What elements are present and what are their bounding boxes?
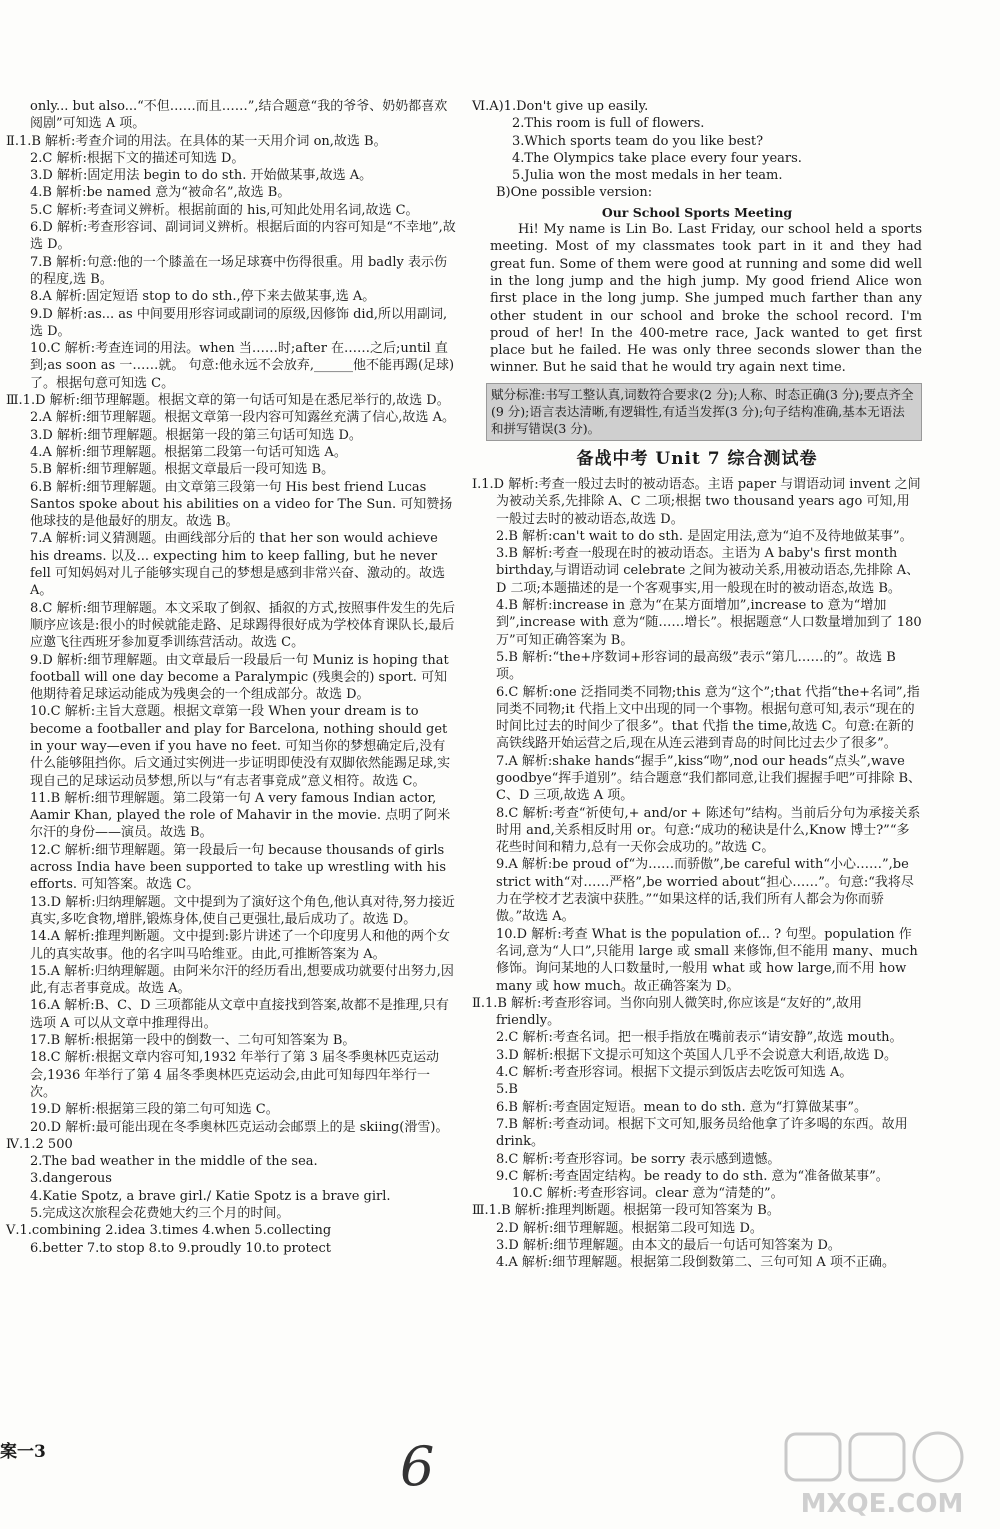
answer-line: 6.better 7.to stop 8.to 9.proudly 10.to protect — [30, 1240, 331, 1256]
answer-line: 10.D 解析:考查 What is the population of... ? 句型。population 作名词,意为“人口”,只能用 large 或 small 来修饰,但不能用 many、much 修饰。询问某地的人口数量时,一般用 what 或 how large,而不用 how many 或 how much。故正确答案为 D。 — [496, 926, 918, 994]
answer-line: 10.C 解析:考查形容词。clear 意为“清楚的”。 — [512, 1186, 784, 1202]
answer-line: 11.B 解析:细节理解题。第二段第一句 A very famous Indian actor, Aamir Khan, played the role of Mahavir in the movie. 点明了阿米尔汗的身份——演员。故选 B。 — [30, 790, 451, 841]
answer-line: 14.A 解析:推理判断题。文中提到:影片讲述了一个印度男人和他的两个女儿的真实故事。他的名字叫马哈维亚。由此,可推断答案为 A。 — [30, 929, 450, 962]
answer-line: 10.C 解析:主旨大意题。根据文章第一段 When your dream is to become a footballer and play for Barcelona, nothing should get in your way—even if you have no feet. 可知当你的梦想确定后,没有什么能够阻挡你。后文通过实例进一步证明即使没有双脚依然能踢足球,实现自己的足球运动员梦想,所以与“有志者事竟成”意义相符。故选 C。 — [30, 704, 451, 789]
answer-line: 9.A 解析:be proud of“为……而骄傲”,be careful with“小心……”,be strict with“对……严格”,be worried about“担心……”。句意:“我将尽力在学校才艺表演中获胜。”“如果这样的话,我们所有人都会为你而骄傲。”故选 A。 — [496, 857, 914, 925]
answer-line: 9.D 解析:细节理解题。由文章最后一段最后一句 Muniz is hoping that football will one day become a Paralympic (残奥会的) sport. 可知他期待着足球运动能成为残奥会的一个组成部分。故选 D。 — [30, 652, 449, 703]
answer-line: 3.Which sports team do you like best? — [512, 133, 764, 149]
answer-line: 20.D 解析:最可能出现在冬季奥林匹克运动会邮票上的是 skiing(滑雪)。 — [30, 1119, 449, 1135]
answer-line: Ⅲ.1.B 解析:推理判断题。根据第一段可知答案为 B。 — [472, 1203, 780, 1219]
answer-line: 7.A 解析:词义猜测题。由画线部分后的 that her son would achieve his dreams. 以及... expecting him to keep falling, but he never fell 可知妈妈对儿子能够实现自己的梦想是感到非常兴奋、激动的。故选 A。 — [30, 531, 445, 599]
answer-line: 2.B 解析:can't wait to do sth. 是固定用法,意为“迫不及待地做某事”。 — [496, 528, 913, 544]
answer-line: 13.D 解析:归纳理解题。文中提到为了演好这个角色,他认真对待,努力接近真实,多吃食物,增胖,锻炼身体,使自己更强壮,最后成功了。故选 D。 — [30, 894, 455, 927]
answer-line: 6.B 解析:细节理解题。由文章第三段第一句 His best friend Lucas Santos spoke about his abilities on a video for The Sun. 可知赞扬他球技的是他最好的朋友。故选 B。 — [30, 479, 453, 530]
answer-line: 7.B 解析:考查动词。根据下文可知,服务员给他拿了许多喝的东西。故用 drink。 — [496, 1116, 908, 1150]
answer-line: 2.D 解析:细节理解题。根据第二段可知选 D。 — [496, 1220, 763, 1236]
answer-line: 5.B 解析:“the+序数词+形容词的最高级”表示“第几……的”。故选 B 项。 — [496, 649, 896, 683]
answer-line: 10.C 解析:考查连词的用法。when 当……时;after 在……之后;until 直到;as soon as 一……就。 句意:他永远不会放弃,______他不能再踢(足球)了。根据句意可知选 C。 — [30, 341, 455, 391]
answer-line: 4.A 解析:细节理解题。根据第二段第一句话可知选 A。 — [30, 444, 347, 460]
answer-line: 12.C 解析:细节理解题。第一段最后一句 because thousands of girls across India have been supported to take up wrestling with his efforts. 可知答案。故选 C。 — [30, 842, 446, 893]
answer-line: 17.B 解析:根据第一段中的倒数一、二句可知答案为 B。 — [30, 1033, 356, 1049]
answer-line: 5.完成这次旅程会花费她大约三个月的时间。 — [30, 1206, 290, 1221]
answer-line: Ⅴ.1.combining 2.idea 3.times 4.when 5.collecting — [6, 1223, 332, 1239]
answer-line: 2.C 解析:根据下文的描述可知选 D。 — [30, 150, 245, 166]
answer-line: 2.The bad weather in the middle of the sea. — [30, 1154, 318, 1170]
answer-line: 2.C 解析:考查名词。把一根手指放在嘴前表示“请安静”,故选 mouth。 — [496, 1030, 903, 1046]
answer-line: 8.C 解析:考查“祈使句,+ and/or + 陈述句”结构。当前后分句为承接关系时用 and,关系相反时用 or。句意:“成功的秘诀是什么,Know 博士?”“多花些时间和精力,总有一天你会成功的。”故选 C。 — [496, 805, 921, 856]
page-footer-label: 案一3 — [0, 1442, 46, 1462]
answer-line: 8.A 解析:固定短语 stop to do sth.,停下来去做某事,选 A。 — [30, 289, 376, 305]
answer-line: 4.B 解析:be named 意为“被命名”,故选 B。 — [30, 185, 291, 201]
answer-line: 2.This room is full of flowers. — [512, 116, 705, 132]
answer-line: 7.A 解析:shake hands“握手”,kiss“吻”,nod our heads“点头”,wave goodbye“挥手道别”。结合题意“我们都同意,让我们握握手吧”可排除 B、C、D 三项,故选 A 项。 — [496, 753, 922, 804]
answer-line: Ⅰ.1.D 解析:考查一般过去时的被动语态。主语 paper 与谓语动词 invent 之间为被动关系,先排除 A、C 二项;根据 two thousand years ago 可知,用一般过去时的被动语态,故选 D。 — [472, 476, 921, 527]
answer-line: 2.A 解析:细节理解题。根据文章第一段内容可知露丝充满了信心,故选 A。 — [30, 410, 455, 426]
watermark-text: MXQE.COM — [800, 1489, 964, 1519]
answer-line: 6.D 解析:考查形容词、副词词义辨析。根据后面的内容可知是“不幸地”,故选 D。 — [30, 220, 456, 253]
unit-test-title: 备战中考 Unit 7 综合测试卷 — [576, 448, 818, 469]
answer-line: 16.A 解析:B、C、D 三项都能从文章中直接找到答案,故都不是推理,只有选项 A 可以从文章中推理得出。 — [30, 998, 449, 1031]
answer-line: 4.The Olympics take place every four years. — [512, 150, 802, 166]
answer-line: 6.B 解析:考查固定短语。mean to do sth. 意为“打算做某事”。 — [496, 1099, 868, 1115]
answer-line: 5.B 解析:细节理解题。根据文章最后一段可知选 B。 — [30, 462, 335, 478]
essay-paragraph: Hi! My name is Lin Bo. Last Friday, our school held a sports meeting. Most of my classmates took part in it and they had great fun. Some of them were good at running and some did well in the long jump and the high jump. My good friend Alice won first place in the long jump. She jumped much farther than any other student in our school and broke the school record. I'm proud of her! In the 400-metre race, Jack wanted to get first place but he failed. He was only three seconds slower than the winner. But he said that he would try again next time. — [490, 222, 922, 376]
answer-line: 3.D 解析:固定用法 begin to do sth. 开始做某事,故选 A。 — [30, 168, 373, 184]
essay-body — [472, 221, 922, 377]
answer-line: 4.Katie Spotz, a brave girl./ Katie Spotz is a brave girl. — [30, 1188, 391, 1204]
answer-line: 4.C 解析:考查形容词。根据下文提示到饭店去吃饭可知选 A。 — [496, 1065, 853, 1081]
answer-line: 3.dangerous — [30, 1171, 112, 1187]
answer-line: 8.C 解析:考查形容词。be sorry 表示感到遗憾。 — [496, 1151, 781, 1167]
right-column — [472, 98, 922, 1272]
site-watermark-logo — [778, 1430, 988, 1520]
answer-line: only... but also...“不但……而且……”,结合题意“我的爷爷、奶奶都喜欢阅剧”可知选 A 项。 — [30, 99, 448, 132]
writing-answers — [472, 98, 922, 202]
answer-line: B)One possible version: — [496, 185, 653, 201]
answer-line: 19.D 解析:根据第三段的第二句可知选 C。 — [30, 1102, 279, 1118]
unit7-answers — [472, 476, 922, 1272]
answer-line: Ⅱ.1.B 解析:考查形容词。当你向别人微笑时,你应该是“友好的”,故用 friendly。 — [472, 995, 862, 1029]
answer-line: 8.C 解析:细节理解题。本文采取了倒叙、插叙的方式,按照事件发生的先后顺序应该是:很小的时候就能走路、足球踢得很好成为学校体育课队长,最后应邀飞往西班牙参加夏季训练营活动。故选 C。 — [30, 600, 455, 651]
answer-line: 3.D 解析:细节理解题。根据第一段的第三句话可知选 D。 — [30, 427, 362, 443]
answer-line: Ⅵ.A)1.Don't give up easily. — [472, 99, 649, 114]
answer-line: 15.A 解析:归纳理解题。由阿米尔汗的经历看出,想要成功就要付出努力,因此,有志者事竟成。故选 A。 — [30, 963, 454, 997]
answer-line: 5.Julia won the most medals in her team. — [512, 168, 783, 184]
answer-line: 9.C 解析:考查固定结构。be ready to do sth. 意为“准备做某事”。 — [496, 1168, 889, 1184]
essay-title: Our School Sports Meeting — [601, 204, 793, 220]
answer-line: 6.C 解析:one 泛指同类不同物;this 意为“这个”;that 代指“the+名词”,指同类不同物;it 代指上文中出现的同一个事物。根据句意可知,表示“现在的时间比过去的时间少了很多”。that 代指 the time,故选 C。句意:在新的高铁线路开始运营之后,现在从连云港到青岛的时间比过去少了很多”。 — [496, 684, 920, 752]
answer-line: Ⅲ.1.D 解析:细节理解题。根据文章的第一句话可知是在悉尼举行的,故选 D。 — [6, 393, 450, 409]
answer-line: 5.C 解析:考查词义辨析。根据前面的 his,可知此处用名词,故选 C。 — [30, 202, 419, 218]
answer-line: 4.A 解析:细节理解题。根据第二段倒数第二、三句可知 A 项不正确。 — [496, 1255, 895, 1271]
answer-line: 5.B — [496, 1082, 518, 1098]
answer-line: 3.D 解析:细节理解题。由本文的最后一句话可知答案为 D。 — [496, 1238, 841, 1253]
scoring-criteria-box: 赋分标准:书写工整认真,词数符合要求(2 分);人称、时态正确(3 分);要点齐全(9 分);语言表达清晰,有逻辑性,有适当发挥(3 分);句子结构准确,基本无语法和拼写错误(3 分)。 — [486, 383, 922, 441]
left-column — [6, 98, 456, 1257]
answer-line: 3.D 解析:根据下文提示可知这个英国人几乎不会说意大利语,故选 D。 — [496, 1047, 898, 1063]
answer-line: 9.D 解析:as... as 中间要用形容词或副词的原级,因修饰 did,所以用副词,选 D。 — [30, 306, 448, 339]
answer-line: Ⅱ.1.B 解析:考查介词的用法。在具体的某一天用介词 on,故选 B。 — [6, 133, 387, 149]
answer-line: 7.B 解析:句意:他的一个膝盖在一场足球赛中伤得很重。用 badly 表示伤的程度,选 B。 — [30, 254, 448, 287]
handwritten-page-number: 6 — [400, 1435, 435, 1498]
answer-line: 3.B 解析:考查一般现在时的被动语态。主语为 A baby's first month birthday,与谓语动词 celebrate 之间为被动关系,用被动语态,先排除 A、D 二项;本题描述的是一个客观事实,用一般现在时的被动语态,故选 B。 — [496, 546, 920, 596]
answer-line: 18.C 解析:根据文章内容可知,1932 年举行了第 3 届冬季奥林匹克运动会,1936 年举行了第 4 届冬季奥林匹克运动会,由此可知每四年举行一次。 — [30, 1050, 440, 1100]
answer-line: Ⅳ.1.2 500 — [6, 1136, 73, 1152]
answer-line: 4.B 解析:increase in 意为“在某方面增加”,increase to 意为“增加到”,increase with 意为“随……增长”。根据题意“人口数量增加到了 180 万”可知正确答案为 B。 — [496, 598, 922, 648]
